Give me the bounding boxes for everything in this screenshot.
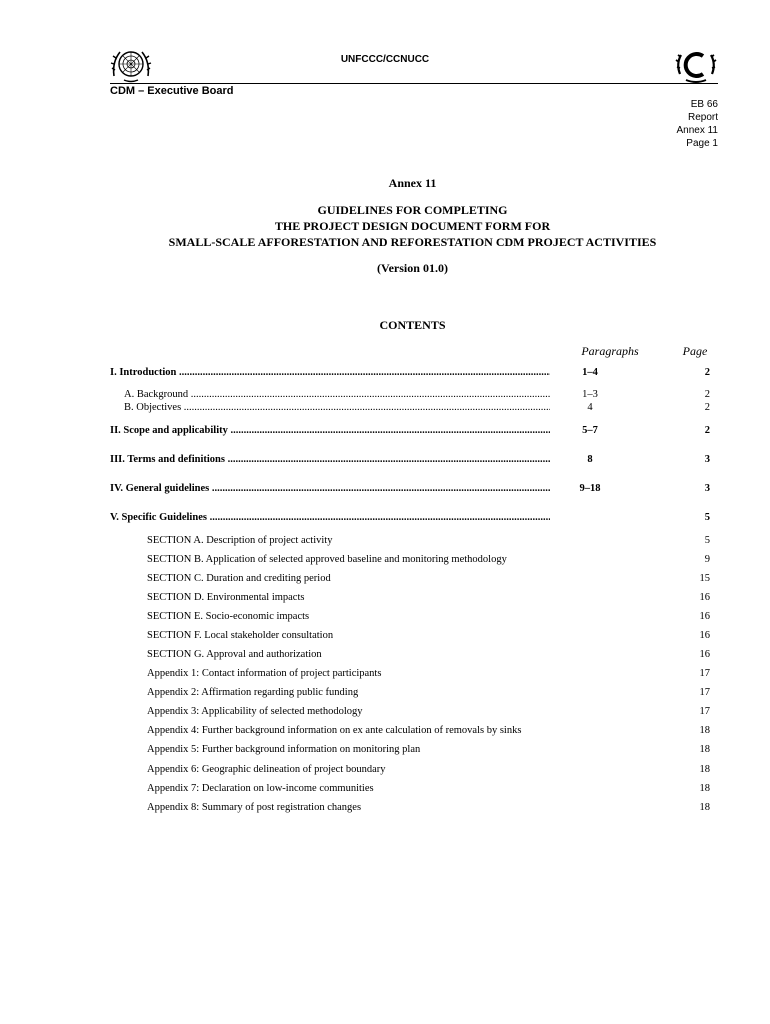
- toc-page: 17: [699, 687, 710, 698]
- toc-section-g[interactable]: [147, 649, 710, 665]
- toc-appendix-2[interactable]: [147, 687, 710, 703]
- doc-title-line-3: SMALL-SCALE AFFORESTATION AND REFORESTATION CDM PROJECT ACTIVITIES: [168, 235, 657, 249]
- doc-title-line-1: GUIDELINES FOR COMPLETING: [317, 203, 508, 217]
- ref-line-2: Report: [687, 112, 718, 123]
- toc-page: 16: [699, 649, 710, 660]
- toc-label: SECTION E. Socio-economic impacts: [147, 611, 310, 622]
- header-rule: [110, 83, 718, 84]
- toc-page: 16: [699, 630, 710, 641]
- un-emblem-logo: [110, 46, 152, 84]
- toc-label: SECTION G. Approval and authorization: [147, 649, 322, 660]
- toc-entry-introduction[interactable]: [110, 367, 720, 381]
- toc-label: III. Terms and definitions .....: [110, 454, 550, 465]
- toc-appendix-6[interactable]: [147, 764, 710, 780]
- toc-page: 3: [704, 454, 710, 465]
- ref-line-4: Page 1: [686, 138, 718, 149]
- toc-label: B. Objectives .....: [124, 402, 550, 413]
- toc-label: A. Background .....: [124, 389, 550, 400]
- toc-label: I. Introduction .....: [110, 367, 550, 378]
- toc-label: Appendix 4: Further background information on ex ante calculation of removals by sinks: [147, 725, 522, 736]
- toc-appendix-1[interactable]: [147, 668, 710, 684]
- toc-page: 5: [704, 535, 710, 546]
- toc-page: 2: [704, 402, 710, 413]
- toc-page: 17: [699, 706, 710, 717]
- unfccc-logo: [674, 46, 718, 86]
- toc-label: Appendix 2: Affirmation regarding public funding: [147, 687, 359, 698]
- toc-page: 5: [704, 512, 710, 523]
- toc-label: SECTION B. Application of selected approved baseline and monitoring methodology: [147, 554, 507, 565]
- toc-label: IV. General guidelines .....: [110, 483, 550, 494]
- toc-label: V. Specific Guidelines .....: [110, 512, 550, 523]
- toc-label: SECTION D. Environmental impacts: [147, 592, 305, 603]
- toc-paragraphs: 9–18: [579, 483, 601, 494]
- header-org: UNFCCC/CCNUCC: [340, 54, 430, 65]
- toc-label: SECTION C. Duration and crediting period: [147, 573, 331, 584]
- toc-appendix-7[interactable]: [147, 783, 710, 799]
- toc-label: Appendix 8: Summary of post registration changes: [147, 802, 362, 813]
- toc-label: Appendix 7: Declaration on low-income communities: [147, 783, 374, 794]
- toc-label: SECTION F. Local stakeholder consultation: [147, 630, 334, 641]
- toc-page: 18: [699, 725, 710, 736]
- ref-line-3: Annex 11: [676, 125, 718, 136]
- toc-label: Appendix 5: Further background information on monitoring plan: [147, 744, 421, 755]
- toc-section-d[interactable]: [147, 592, 710, 608]
- toc-page: 18: [699, 744, 710, 755]
- header-board: CDM – Executive Board: [110, 85, 234, 97]
- toc-section-a[interactable]: [147, 535, 710, 551]
- toc-paragraphs: 5–7: [582, 425, 598, 436]
- toc-page: 15: [699, 573, 710, 584]
- toc-page: 2: [704, 367, 710, 378]
- toc-appendix-8[interactable]: [147, 802, 710, 818]
- toc-section-e[interactable]: [147, 611, 710, 627]
- toc-entry-specific-guidelines[interactable]: [110, 512, 720, 526]
- toc-section-b[interactable]: [147, 554, 710, 570]
- toc-label: Appendix 6: Geographic delineation of project boundary: [147, 764, 386, 775]
- toc-section-f[interactable]: [147, 630, 710, 646]
- toc-appendix-5[interactable]: [147, 744, 710, 760]
- ref-line-1: EB 66: [690, 99, 718, 110]
- toc-page: 16: [699, 611, 710, 622]
- toc-page: 16: [699, 592, 710, 603]
- col-header-paragraphs: Paragraphs: [581, 344, 639, 358]
- toc-page: 2: [704, 389, 710, 400]
- toc-entry-general-guidelines[interactable]: [110, 483, 720, 497]
- toc-page: 9: [704, 554, 710, 565]
- toc-page: 18: [699, 802, 710, 813]
- toc-label: SECTION A. Description of project activity: [147, 535, 333, 546]
- toc-page: 18: [699, 764, 710, 775]
- toc-entry-objectives[interactable]: [110, 402, 720, 416]
- toc-entry-terms[interactable]: [110, 454, 720, 468]
- toc-paragraphs: 1–3: [582, 389, 598, 400]
- toc-paragraphs: 1–4: [582, 367, 598, 378]
- toc-page: 17: [699, 668, 710, 679]
- toc-entry-background[interactable]: [110, 389, 720, 403]
- annex-heading: Annex 11: [388, 176, 437, 190]
- doc-version: (Version 01.0): [377, 261, 448, 275]
- toc-page: 2: [704, 425, 710, 436]
- doc-title-line-2: THE PROJECT DESIGN DOCUMENT FORM FOR: [274, 219, 551, 233]
- toc-paragraphs: 4: [587, 402, 593, 413]
- col-header-page: Page: [682, 344, 708, 358]
- toc-page: 18: [699, 783, 710, 794]
- contents-heading: CONTENTS: [379, 318, 446, 332]
- toc-entry-scope[interactable]: [110, 425, 720, 439]
- toc-paragraphs: 8: [587, 454, 593, 465]
- toc-label: II. Scope and applicability .....: [110, 425, 550, 436]
- toc-page: 3: [704, 483, 710, 494]
- toc-appendix-4[interactable]: [147, 725, 710, 741]
- toc-label: Appendix 3: Applicability of selected methodology: [147, 706, 363, 717]
- toc-section-c[interactable]: [147, 573, 710, 589]
- toc-label: Appendix 1: Contact information of project participants: [147, 668, 382, 679]
- toc-appendix-3[interactable]: [147, 706, 710, 722]
